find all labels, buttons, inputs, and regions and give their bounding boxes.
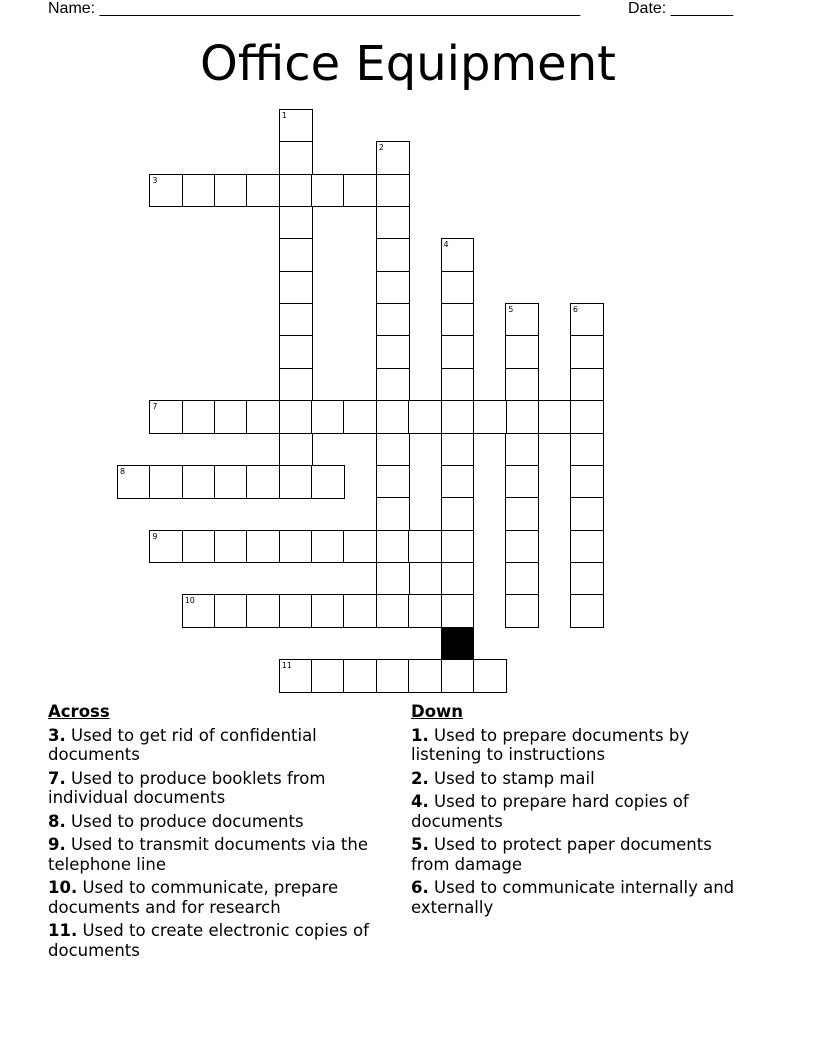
grid-cell[interactable] [441, 238, 475, 272]
clue-number: 1. [411, 725, 429, 745]
clue-number: 11. [48, 921, 78, 940]
grid-cell[interactable] [311, 465, 345, 499]
grid-cell[interactable] [570, 594, 604, 628]
grid-cell[interactable] [441, 303, 475, 337]
grid-cell[interactable] [279, 271, 313, 305]
clue-text: Used to communicate internally and externally [411, 878, 735, 917]
down-clues [411, 702, 751, 921]
clue-number: 6. [411, 878, 429, 897]
grid-cell[interactable] [279, 303, 313, 337]
grid-cell[interactable] [473, 659, 507, 693]
grid-cell[interactable] [279, 174, 313, 208]
across-clue [48, 878, 403, 917]
clue-text: Used to communicate, prepare documents and for research [48, 878, 339, 917]
grid-cell[interactable] [376, 400, 410, 434]
grid-cell[interactable] [570, 368, 604, 402]
grid-cell[interactable] [505, 594, 539, 628]
grid-cell[interactable] [376, 206, 410, 240]
grid-cell[interactable] [343, 659, 377, 693]
grid-cell[interactable] [279, 238, 313, 272]
grid-cell[interactable] [214, 400, 248, 434]
grid-cell[interactable] [441, 465, 475, 499]
grid-cell[interactable] [505, 530, 539, 564]
clue-number: 9. [48, 835, 66, 854]
grid-cell[interactable] [505, 465, 539, 499]
grid-cell[interactable] [570, 400, 604, 434]
cell-number: 3 [152, 175, 158, 185]
clue-text: Used to prepare hard copies of documents [411, 792, 689, 831]
grid-cell[interactable] [376, 465, 410, 499]
grid-cell[interactable] [279, 530, 313, 564]
grid-cell[interactable] [279, 400, 313, 434]
cell-number: 6 [572, 305, 578, 315]
grid-cell[interactable] [343, 400, 377, 434]
grid-cell[interactable] [570, 303, 604, 337]
date-field-label: Date: _______ [628, 0, 733, 17]
cell-number: 9 [152, 531, 158, 541]
grid-cell[interactable] [246, 530, 280, 564]
down-clue-list [411, 726, 751, 918]
cell-number: 8 [120, 466, 126, 476]
grid-cell[interactable] [408, 594, 442, 628]
clue-text: Used to get rid of confidential documents [48, 725, 317, 764]
grid-cell[interactable] [149, 400, 183, 434]
cell-number: 7 [152, 402, 158, 412]
clue-number: 2. [411, 768, 429, 788]
grid-cell[interactable] [505, 303, 539, 337]
grid-cell[interactable] [182, 594, 216, 628]
grid-cell[interactable] [214, 465, 248, 499]
grid-cell[interactable] [279, 594, 313, 628]
down-clue [411, 769, 751, 789]
grid-cell[interactable] [376, 335, 410, 369]
grid-black-cell [441, 627, 475, 661]
grid-cell[interactable] [376, 433, 410, 467]
grid-cell[interactable] [376, 562, 410, 596]
grid-cell[interactable] [182, 465, 216, 499]
grid-cell[interactable] [473, 400, 507, 434]
clue-text: Used to produce booklets from individual documents [48, 768, 326, 807]
clue-number: 10. [48, 878, 78, 897]
grid-cell[interactable] [343, 594, 377, 628]
grid-cell[interactable] [214, 174, 248, 208]
grid-cell[interactable] [279, 433, 313, 467]
grid-cell[interactable] [538, 400, 572, 434]
down-clue [411, 792, 751, 831]
grid-cell[interactable] [246, 465, 280, 499]
grid-cell[interactable] [311, 594, 345, 628]
grid-cell[interactable] [279, 368, 313, 402]
grid-cell[interactable] [441, 659, 475, 693]
cell-number: 2 [378, 143, 384, 153]
grid-cell[interactable] [570, 433, 604, 467]
grid-cell[interactable] [376, 174, 410, 208]
grid-cell[interactable] [505, 433, 539, 467]
grid-cell[interactable] [408, 400, 442, 434]
grid-cell[interactable] [408, 659, 442, 693]
grid-cell[interactable] [505, 335, 539, 369]
down-clue [411, 878, 751, 917]
grid-cell[interactable] [376, 271, 410, 305]
grid-cell[interactable] [246, 594, 280, 628]
grid-cell[interactable] [376, 303, 410, 337]
grid-cell[interactable] [279, 109, 313, 143]
grid-cell[interactable] [376, 530, 410, 564]
clue-text: Used to protect paper documents from damage [411, 835, 712, 874]
down-clue [411, 835, 751, 874]
grid-cell[interactable] [570, 465, 604, 499]
clue-number: 7. [48, 768, 66, 788]
grid-cell[interactable] [311, 530, 345, 564]
grid-cell[interactable] [441, 562, 475, 596]
grid-cell[interactable] [117, 465, 151, 499]
down-heading: Down [411, 702, 464, 721]
clue-text: Used to prepare documents by listening to instructions [411, 725, 690, 764]
grid-cell[interactable] [570, 562, 604, 596]
across-heading: Across [48, 702, 110, 721]
grid-cell[interactable] [311, 174, 345, 208]
grid-cell[interactable] [505, 368, 539, 402]
grid-cell[interactable] [376, 659, 410, 693]
grid-cell[interactable] [149, 530, 183, 564]
cell-number: 4 [443, 240, 449, 250]
grid-cell[interactable] [441, 368, 475, 402]
across-clue [48, 812, 403, 832]
grid-cell[interactable] [149, 174, 183, 208]
grid-cell[interactable] [214, 594, 248, 628]
grid-cell[interactable] [505, 400, 539, 434]
grid-cell[interactable] [441, 594, 475, 628]
down-clue [411, 726, 751, 765]
grid-cell[interactable] [246, 174, 280, 208]
grid-cell[interactable] [279, 141, 313, 175]
cell-number: 10 [184, 596, 195, 606]
grid-cell[interactable] [376, 594, 410, 628]
grid-cell[interactable] [376, 238, 410, 272]
across-clue-list [48, 726, 403, 961]
grid-cell[interactable] [376, 368, 410, 402]
page-title: Office Equipment [200, 36, 616, 92]
clue-text: Used to produce documents [65, 811, 304, 831]
grid-cell[interactable] [408, 530, 442, 564]
grid-cell[interactable] [279, 335, 313, 369]
grid-cell[interactable] [279, 465, 313, 499]
across-clue [48, 921, 403, 960]
grid-cell[interactable] [311, 400, 345, 434]
grid-cell[interactable] [441, 335, 475, 369]
across-clue [48, 726, 403, 765]
grid-cell[interactable] [149, 465, 183, 499]
grid-cell[interactable] [570, 530, 604, 564]
cell-number: 1 [281, 111, 287, 120]
grid-cell[interactable] [441, 530, 475, 564]
grid-cell[interactable] [246, 400, 280, 434]
clue-number: 3. [48, 725, 66, 745]
grid-cell[interactable] [182, 174, 216, 208]
grid-cell[interactable] [441, 400, 475, 434]
grid-cell[interactable] [182, 400, 216, 434]
grid-cell[interactable] [505, 562, 539, 596]
grid-cell[interactable] [279, 659, 313, 693]
cell-number: 5 [508, 305, 514, 315]
across-clues [48, 702, 403, 964]
clue-number: 8. [48, 811, 66, 831]
clue-number: 5. [411, 835, 429, 854]
grid-cell[interactable] [441, 271, 475, 305]
cell-number: 11 [281, 660, 292, 670]
grid-cell[interactable] [311, 659, 345, 693]
clue-text: Used to transmit documents via the telephone line [48, 835, 369, 874]
grid-cell[interactable] [279, 206, 313, 240]
grid-cell[interactable] [570, 497, 604, 531]
across-clue [48, 835, 403, 874]
grid-cell[interactable] [505, 497, 539, 531]
grid-cell[interactable] [343, 530, 377, 564]
grid-cell[interactable] [214, 530, 248, 564]
grid-cell[interactable] [376, 497, 410, 531]
clue-text: Used to create electronic copies of documents [48, 921, 369, 960]
name-field-label: Name: ______________________________________________________ [48, 0, 581, 17]
clue-text: Used to stamp mail [428, 768, 595, 788]
grid-cell[interactable] [441, 497, 475, 531]
grid-cell[interactable] [441, 433, 475, 467]
across-clue [48, 769, 403, 808]
grid-cell[interactable] [182, 530, 216, 564]
grid-cell[interactable] [343, 174, 377, 208]
grid-cell[interactable] [570, 335, 604, 369]
grid-cell[interactable] [376, 141, 410, 175]
clue-number: 4. [411, 792, 429, 811]
